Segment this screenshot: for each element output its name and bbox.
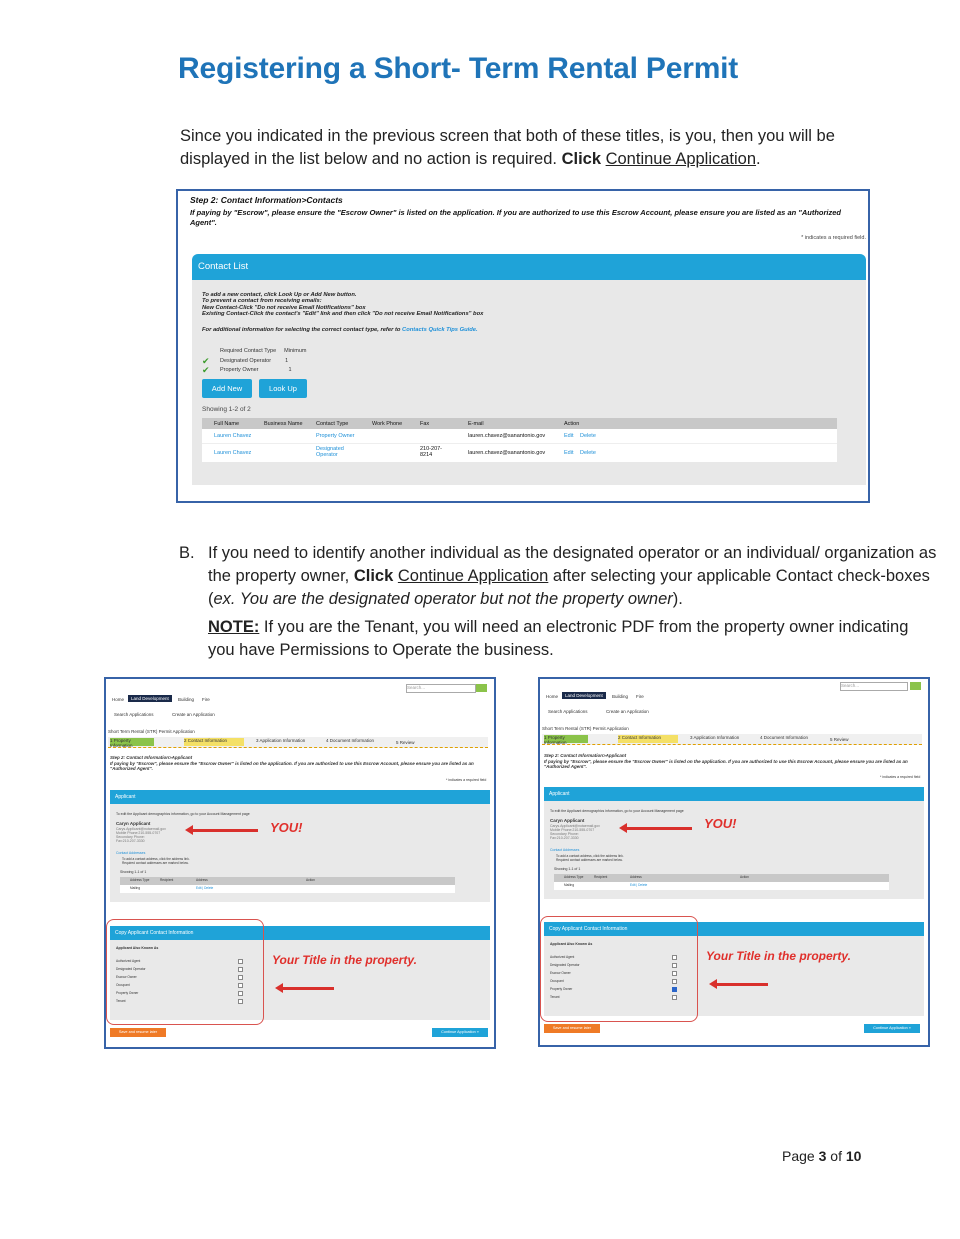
step-heading: Step 2: Contact Information>Contacts — [190, 195, 343, 205]
search-icon[interactable] — [910, 682, 921, 690]
arrow-icon — [192, 829, 258, 832]
check-icon: ✔ — [202, 365, 210, 375]
intro-text: Since you indicated in the previous screen that both of these titles, is you, then you will be displayed in the list below and no action is required. — [180, 127, 835, 168]
contact-list-screenshot — [176, 189, 870, 503]
contact-list-header: Contact List — [192, 254, 866, 280]
arrow-icon — [716, 983, 768, 986]
search-icon[interactable] — [476, 684, 487, 692]
instructions: To add a new contact, click Look Up or Add New button. To prevent a contact from receiving emails: New Contact-Click "Do not receive Email Notifications" box Existing Contact-Click the contact's "Edit" link and then click "Do not receive Email Notifications" box — [202, 292, 484, 318]
escrow-note: If paying by "Escrow", please ensure the "Escrow Owner" is listed on the application. If you are authorized to use this Escrow Account, please ensure you are listed as an "Authorized Agent". — [190, 208, 841, 227]
contact-list-body — [192, 280, 866, 485]
save-resume-button[interactable]: Save and resume later — [544, 1024, 600, 1033]
tenant-note: NOTE: If you are the Tenant, you will need an electronic PDF from the property owner indicating you have Permissions to Operate the business. — [208, 618, 909, 659]
continue-application-link[interactable]: Continue Application — [605, 150, 757, 168]
applicant-screenshot-left: Home Land Development Building Fire Search... Search Applications Create an Application Short Term Rental (STR) Permit Application 1 Property Information 2 Contact Information 3 Application Information 4 Document Information 5 Review Step 2: Contact Information>Applicant If paying by "Escrow", please ensure the "Escrow Owner" is listed on the application. If you are authorized to use this Escrow Account, please ensure you are listed as an "Authorized Agent". * indicates a required field Applicant To edit the Applicant demographics information, go to your Account Management page Caryn Applicant Carys.Applicant@notaemail.gov Mobile Phone:210-555-0707 Secondary Phone: Fax:210-207-3330 Contact Addresses To add a contact address, click the address link. Required contact addresses are marked below. Showing 1-1 of 1 Address Type Recipient Address Action Mailing Edit | Delete Copy Applicant Contact Information Applicant Also Known As Authorized Agent Designated Operator Escrow Owner Occupant Property Owner Tenant Save and resume later Continue Application » YOU! Your Title in the property. — [104, 677, 496, 1049]
page-title: Registering a Short- Term Rental Permit — [178, 52, 739, 85]
table-row: Lauren Chavez Property Owner lauren.chavez@sanantonio.gov Edit Delete — [202, 429, 837, 444]
intro-click: Click — [561, 150, 601, 168]
look-up-button[interactable]: Look Up — [259, 379, 307, 398]
continue-application-button[interactable]: Continue Application » — [432, 1028, 488, 1037]
you-callout: YOU! — [270, 820, 303, 835]
title-callout: Your Title in the property. — [706, 949, 851, 963]
search-input[interactable]: Search... — [840, 682, 908, 691]
additional-info: For additional information for selecting the correct contact type, refer to Contacts Quick Tips Guide. — [202, 327, 478, 333]
showing-count: Showing 1-2 of 2 — [202, 406, 251, 413]
arrow-icon — [626, 827, 692, 830]
arrow-icon — [282, 987, 334, 990]
required-note: * indicates a required field. — [801, 235, 866, 241]
contacts-table: Full Name Business Name Contact Type Work Phone Fax E-mail Action Lauren Chavez Property Owner lauren.chavez@sanantonio.gov Edit Delete Lauren Chavez Designated Operator 210-207-8214 lauren.chavez@sanantonio.gov Edit Delete — [202, 418, 837, 462]
page-number: Page 3 of 10 — [782, 1148, 862, 1164]
check-icon: ✔ — [202, 355, 210, 366]
required-types: Required Contact Type Minimum ✔ Designated Operator 1 ✔ Property Owner 1 — [202, 348, 307, 375]
search-input[interactable]: Search... — [406, 684, 476, 693]
intro-paragraph: Since you indicated in the previous screen that both of these titles, is you, then you will be displayed in the list below and no action is required. Click Continue Application. — [180, 127, 835, 168]
highlight-box — [106, 919, 264, 1025]
save-resume-button[interactable]: Save and resume later — [110, 1028, 166, 1037]
highlight-box — [540, 916, 698, 1022]
continue-application-link[interactable]: Continue Application — [397, 567, 549, 585]
applicant-screenshot-right: Home Land Development Building Fire Search... Search Applications Create an Application Short Term Rental (STR) Permit Application 1 Property Information 2 Contact Information 3 Application Information 4 Document Information 5 Review Step 2: Contact Information>Applicant If paying by "Escrow", please ensure the "Escrow Owner" is listed on the application. If you are authorized to use this Escrow Account, please ensure you are listed as an "Authorized Agent". * indicates a required field Applicant To edit the Applicant demographics information, go to your Account Management page Caryn Applicant Carys.Applicant@notaemail.gov Mobile Phone:210-555-0707 Secondary Phone: Fax:210-207-3330 Contact Addresses To add a contact address, click the address link. Required contact addresses are marked below. Showing 1-1 of 1 Address Type Recipient Address Action Mailing Edit | Delete Copy Applicant Contact Information Applicant Also Known As Authorized Agent Designated Operator Escrow Owner Occupant Property Owner Tenant Save and resume later Continue Application » YOU! Your Title in the property. — [538, 677, 930, 1047]
continue-application-button[interactable]: Continue Application » — [864, 1024, 920, 1033]
title-callout: Your Title in the property. — [272, 953, 417, 967]
table-row: Lauren Chavez Designated Operator 210-207-8214 lauren.chavez@sanantonio.gov Edit Delete — [202, 444, 837, 462]
quick-tips-link[interactable]: Contacts Quick Tips Guide. — [402, 327, 478, 333]
you-callout: YOU! — [704, 816, 737, 831]
add-new-button[interactable]: Add New — [202, 379, 252, 398]
